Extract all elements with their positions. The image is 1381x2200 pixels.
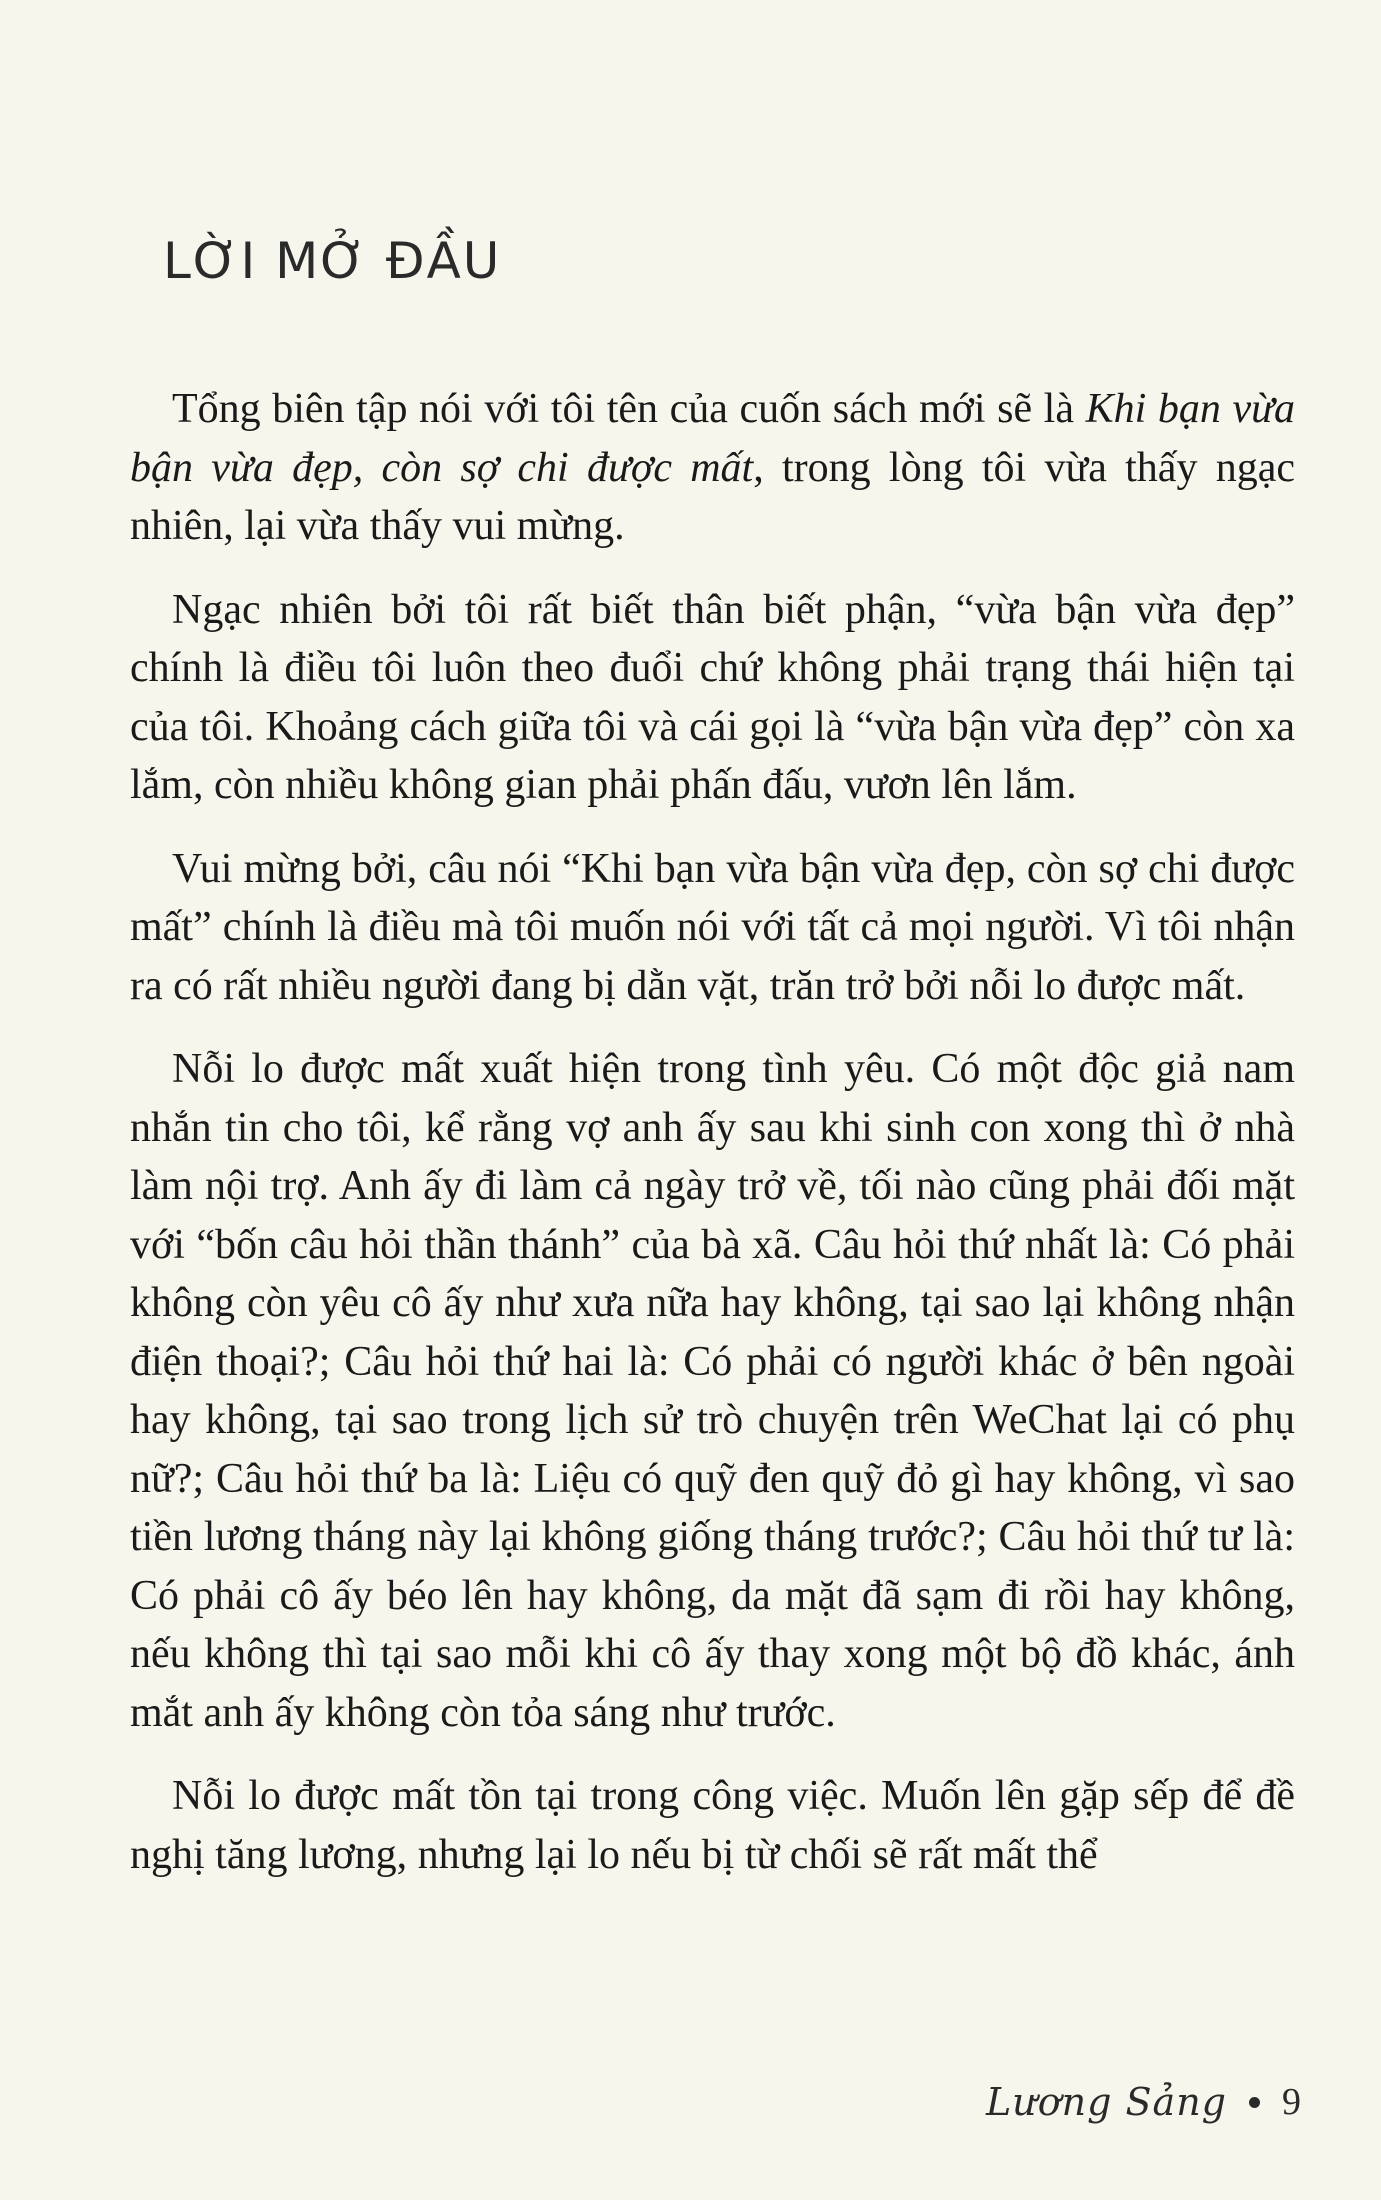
- paragraph-4: [130, 1040, 1295, 1742]
- body-text: [130, 380, 1295, 1909]
- page-number: 9: [1282, 2081, 1301, 2123]
- paragraph-5-text: Nỗi lo được mất tồn tại trong công việc. Muốn lên gặp sếp để đề nghị tăng lương, nhưng lại lo nếu bị từ chối sẽ rất mất thể: [130, 1773, 1295, 1878]
- author-signature: Lương Sảng: [986, 2080, 1227, 2124]
- page-footer: [986, 2080, 1301, 2124]
- paragraph-3-text: Vui mừng bởi, câu nói “Khi bạn vừa bận vừa đẹp, còn sợ chi được mất” chính là điều mà tôi muốn nói với tất cả mọi người. Vì tôi nhận ra có rất nhiều người đang bị dằn vặt, trăn trở bởi nỗi lo được mất.: [130, 845, 1295, 1009]
- paragraph-1-lead: Tổng biên tập nói với tôi tên của cuốn sách mới sẽ là: [172, 386, 1086, 432]
- paragraph-2: [130, 581, 1295, 815]
- paragraph-2-text: Ngạc nhiên bởi tôi rất biết thân biết phận, “vừa bận vừa đẹp” chính là điều tôi luôn theo đuổi chứ không phải trạng thái hiện tại của tôi. Khoảng cách giữa tôi và cái gọi là “vừa bận vừa đẹp” còn xa lắm, còn nhiều không gian phải phấn đấu, vươn lên lắm.: [130, 586, 1295, 808]
- paragraph-4-text: Nỗi lo được mất xuất hiện trong tình yêu. Có một độc giả nam nhắn tin cho tôi, kể rằng vợ anh ấy sau khi sinh con xong thì ở nhà làm nội trợ. Anh ấy đi làm cả ngày trở về, tối nào cũng phải đối mặt với “bốn câu hỏi thần thánh” của bà xã. Câu hỏi thứ nhất là: Có phải không còn yêu cô ấy như xưa nữa hay không, tại sao lại không nhận điện thoại?; Câu hỏi thứ hai là: Có phải có người khác ở bên ngoài hay không, tại sao trong lịch sử trò chuyện trên WeChat lại có phụ nữ?; Câu hỏi thứ ba là: Liệu có quỹ đen quỹ đỏ gì hay không, vì sao tiền lương tháng này lại không giống tháng trước?; Câu hỏi thứ tư là: Có phải cô ấy béo lên hay không, da mặt đã sạm đi rồi hay không, nếu không thì tại sao mỗi khi cô ấy thay xong một bộ đồ khác, ánh mắt anh ấy không còn tỏa sáng như trước.: [130, 1046, 1295, 1736]
- paragraph-1: [130, 380, 1295, 556]
- chapter-heading: LỜI MỞ ĐẦU: [163, 232, 502, 290]
- paragraph-3: [130, 840, 1295, 1016]
- paragraph-1-tail: , trong lòng tôi vừa thấy ngạc nhiên, lại vừa thấy vui mừng.: [130, 444, 1295, 549]
- book-title: Khi bạn vừa bận vừa đẹp, còn sợ chi được mất: [130, 386, 1295, 491]
- paragraph-5: [130, 1767, 1295, 1884]
- bullet-separator: [1249, 2097, 1260, 2108]
